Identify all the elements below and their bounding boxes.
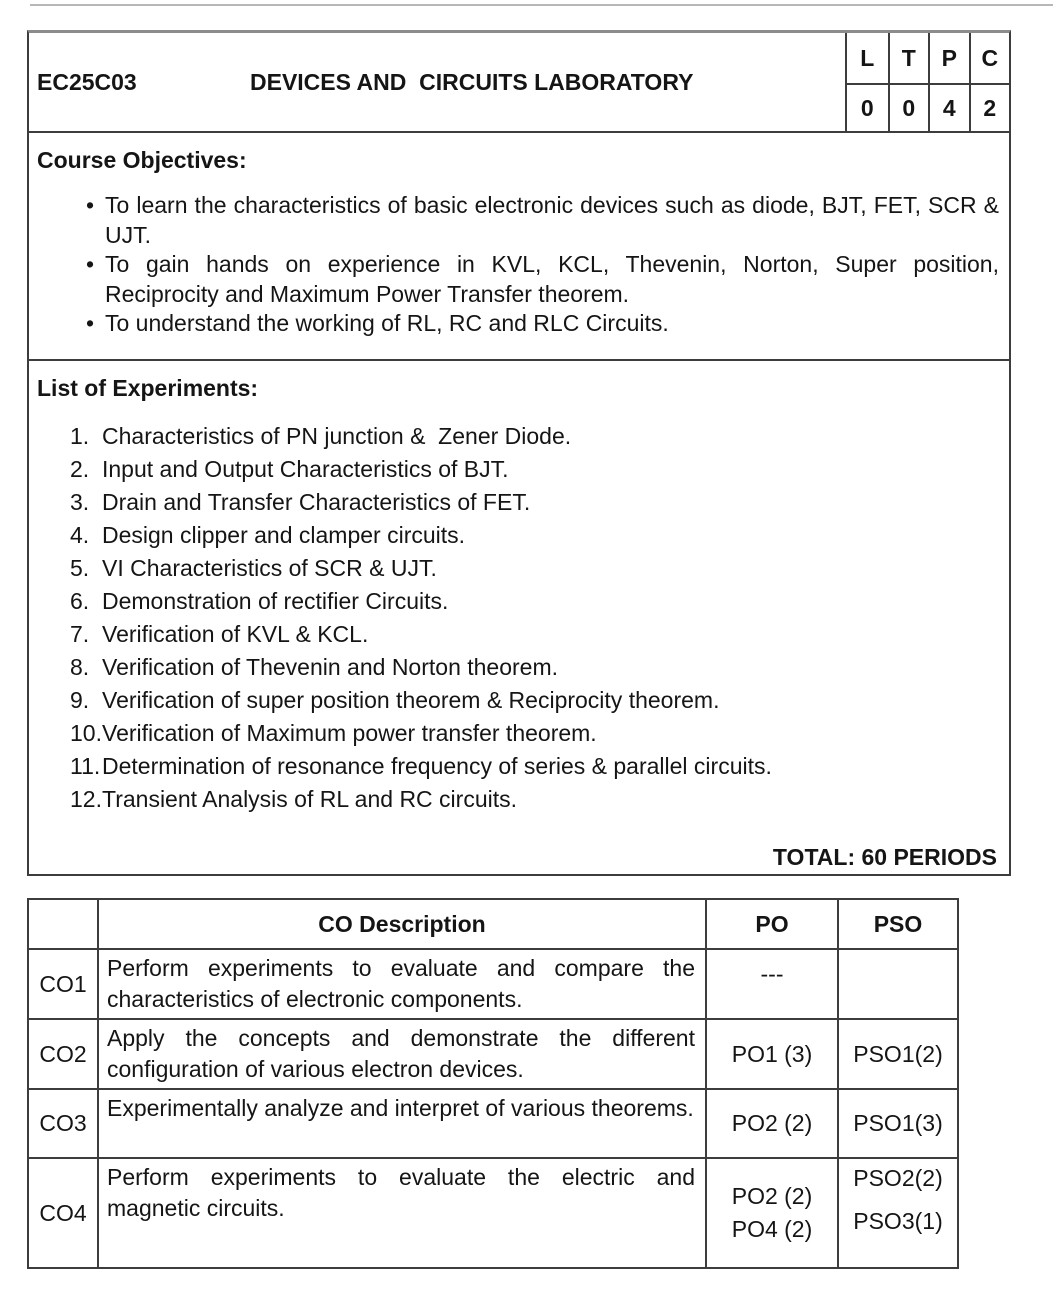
co-mapping-table bbox=[27, 898, 959, 1269]
ltpc-label-t: T bbox=[888, 33, 929, 83]
co-header-po: PO bbox=[706, 899, 838, 949]
po-entry: PO2 (2) bbox=[731, 1183, 813, 1209]
co-table-row-co3 bbox=[28, 1089, 958, 1158]
co-id: CO1 bbox=[28, 949, 98, 1019]
co-pso-value bbox=[838, 1089, 958, 1158]
ltpc-grid bbox=[845, 33, 1009, 131]
experiment-item: Drain and Transfer Characteristics of FET. bbox=[102, 489, 531, 515]
course-title: DEVICES AND CIRCUITS LABORATORY bbox=[250, 68, 694, 95]
experiment-item: Demonstration of rectifier Circuits. bbox=[102, 588, 449, 614]
co-table-row-co4 bbox=[28, 1158, 958, 1268]
ltpc-label-l: L bbox=[860, 44, 875, 71]
co-description: Apply the concepts and demonstrate the different configuration of various electron devices. bbox=[98, 1019, 706, 1089]
co-po-value bbox=[706, 949, 838, 1019]
course-table bbox=[27, 30, 1011, 876]
co-id: CO4 bbox=[28, 1158, 98, 1268]
pso-entry: PSO1(3) bbox=[853, 1110, 943, 1136]
co-id: CO2 bbox=[28, 1019, 98, 1089]
course-objectives-list bbox=[85, 191, 1001, 339]
pso-entry: PSO2(2) bbox=[853, 1165, 943, 1191]
objective-item: • To understand the working of RL, RC and RLC Circuits. bbox=[85, 309, 999, 339]
po-entry: --- bbox=[760, 961, 784, 987]
co-id: CO3 bbox=[28, 1089, 98, 1158]
co-description: Perform experiments to evaluate the electric and magnetic circuits. bbox=[98, 1158, 706, 1268]
co-po-value bbox=[706, 1089, 838, 1158]
experiment-item: Transient Analysis of RL and RC circuits. bbox=[102, 786, 518, 812]
co-pso-value bbox=[838, 1158, 958, 1268]
experiment-item: Design clipper and clamper circuits. bbox=[102, 522, 466, 548]
experiment-item: Verification of super position theorem & Reciprocity theorem. bbox=[102, 687, 720, 713]
co-po-value bbox=[706, 1019, 838, 1089]
experiment-item: Input and Output Characteristics of BJT. bbox=[102, 456, 509, 482]
page-top-divider bbox=[30, 4, 1053, 6]
experiment-item: Verification of Thevenin and Norton theorem. bbox=[102, 654, 559, 680]
course-code: EC25C03 bbox=[37, 68, 137, 95]
co-table-row-co2 bbox=[28, 1019, 958, 1089]
experiment-item: Determination of resonance frequency of series & parallel circuits. bbox=[102, 753, 772, 779]
experiment-item: Characteristics of PN junction & Zener Diode. bbox=[102, 423, 572, 449]
experiments-list bbox=[70, 420, 1001, 816]
experiment-item: Verification of Maximum power transfer theorem. bbox=[102, 720, 597, 746]
course-objectives-section bbox=[29, 133, 1009, 361]
course-objectives-heading: Course Objectives: bbox=[37, 147, 247, 173]
pso-entry: PSO1(2) bbox=[853, 1040, 943, 1067]
ltpc-value-p: 4 bbox=[928, 83, 969, 131]
po-entry: PO4 (2) bbox=[731, 1216, 813, 1242]
experiments-heading: List of Experiments: bbox=[37, 375, 259, 401]
course-header-left bbox=[29, 33, 845, 131]
co-table-row-co1 bbox=[28, 949, 958, 1019]
ltpc-value-l: 0 bbox=[847, 83, 888, 131]
co-header-pso: PSO bbox=[838, 899, 958, 949]
ltpc-value-t: 0 bbox=[888, 83, 929, 131]
co-pso-value bbox=[838, 949, 958, 1019]
pso-entry: PSO3(1) bbox=[853, 1208, 943, 1234]
total-periods-label: TOTAL: 60 PERIODS bbox=[772, 844, 997, 870]
co-table-header-row bbox=[28, 899, 958, 949]
co-header-description: CO Description bbox=[98, 899, 706, 949]
co-description: Perform experiments to evaluate and compare the characteristics of electronic components. bbox=[98, 949, 706, 1019]
objective-item: • To learn the characteristics of basic electronic devices such as diode, BJT, FET, SCR & UJT. bbox=[85, 191, 999, 250]
ltpc-label-c: C bbox=[969, 33, 1010, 83]
co-header-id bbox=[28, 899, 98, 949]
course-header-row bbox=[29, 33, 1009, 133]
ltpc-value-c: 2 bbox=[969, 83, 1010, 131]
co-po-value bbox=[706, 1158, 838, 1268]
co-description: Experimentally analyze and interpret of various theorems. bbox=[98, 1089, 706, 1158]
po-entry: PO1 (3) bbox=[731, 1040, 813, 1067]
ltpc-label-p: P bbox=[928, 33, 969, 83]
objective-item: • To gain hands on experience in KVL, KCL, Thevenin, Norton, Super position, Reciprocity and Maximum Power Transfer theorem. bbox=[85, 250, 999, 309]
experiment-item: Verification of KVL & KCL. bbox=[102, 621, 369, 647]
po-entry: PO2 (2) bbox=[731, 1110, 813, 1136]
experiments-section bbox=[29, 361, 1009, 874]
experiment-item: VI Characteristics of SCR & UJT. bbox=[102, 555, 437, 581]
co-pso-value bbox=[838, 1019, 958, 1089]
